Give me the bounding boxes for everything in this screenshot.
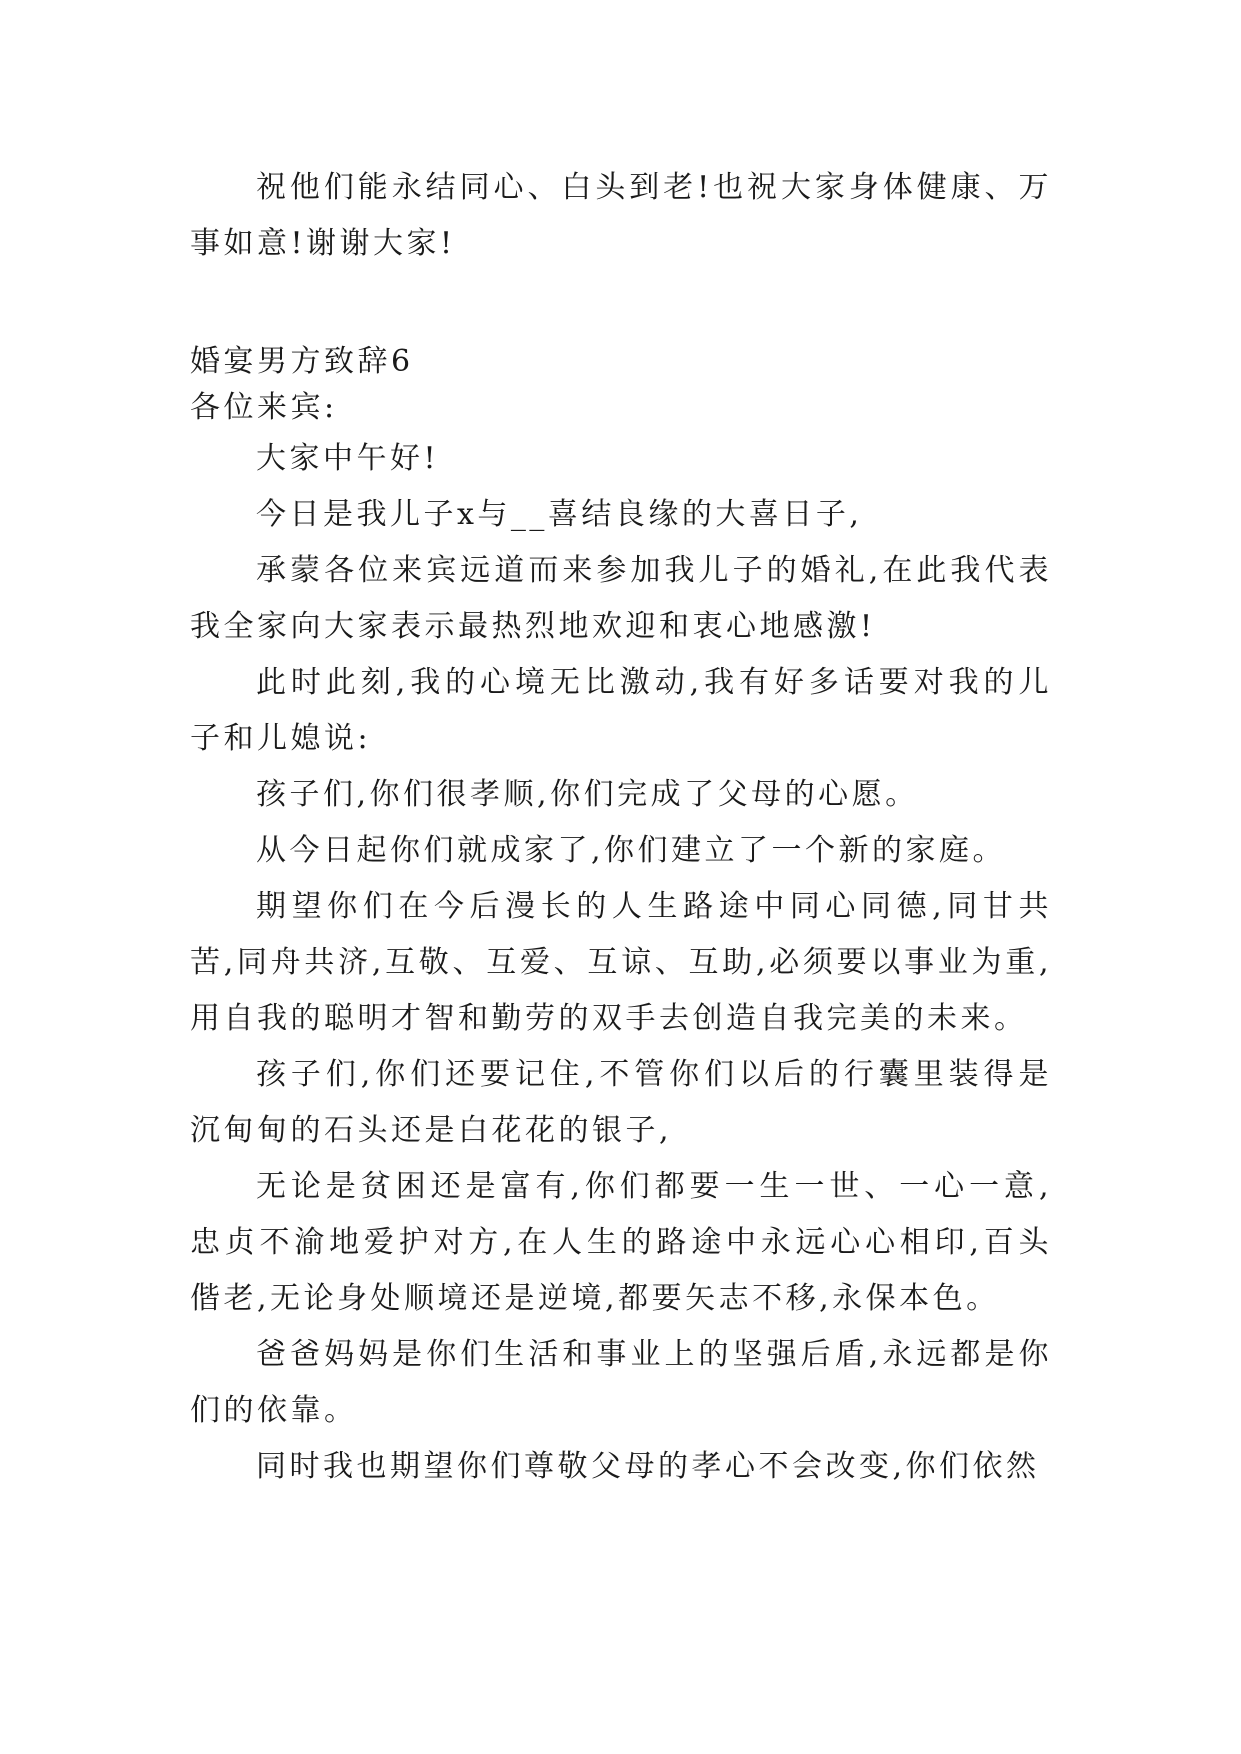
paragraph-devotion: 无论是贫困还是富有,你们都要一生一世、一心一意,忠贞不渝地爱护对方,在人生的路途中永远心心相印,百头偕老,无论身处顺境还是逆境,都要矢志不移,永保本色。 [190,1169,1052,1316]
paragraph-hopes: 期望你们在今后漫长的人生路途中同心同德,同甘共苦,同舟共济,互敬、互爱、互谅、互助,必须要以事业为重,用自我的聪明才智和勤劳的双手去创造自我完美的未来。 [190,889,1052,1036]
section-title: 婚宴男方致辞6 [190,344,414,379]
paragraph-respect: 同时我也期望你们尊敬父母的孝心不会改变,你们依然 [256,1449,1040,1484]
paragraph-filial: 孩子们,你们很孝顺,你们完成了父母的心愿。 [256,777,919,812]
paragraph-closing-wishes: 祝他们能永结同心、白头到老!也祝大家身体健康、万事如意!谢谢大家! [190,170,1052,261]
salutation: 各位来宾: [190,390,338,425]
document-body [190,160,1052,1495]
paragraph-occasion: 今日是我儿子x与__喜结良缘的大喜日子, [256,497,863,532]
paragraph-greeting: 大家中午好! [256,441,440,476]
paragraph-new-family: 从今日起你们就成家了,你们建立了一个新的家庭。 [256,833,1007,868]
paragraph-support: 爸爸妈妈是你们生活和事业上的坚强后盾,永远都是你们的依靠。 [190,1337,1052,1428]
paragraph-emotion: 此时此刻,我的心境无比激动,我有好多话要对我的儿子和儿媳说: [190,665,1052,756]
paragraph-remember: 孩子们,你们还要记住,不管你们以后的行囊里装得是沉甸甸的石头还是白花花的银子, [190,1057,1052,1148]
paragraph-thanks: 承蒙各位来宾远道而来参加我儿子的婚礼,在此我代表我全家向大家表示最热烈地欢迎和衷心地感激! [190,553,1052,644]
